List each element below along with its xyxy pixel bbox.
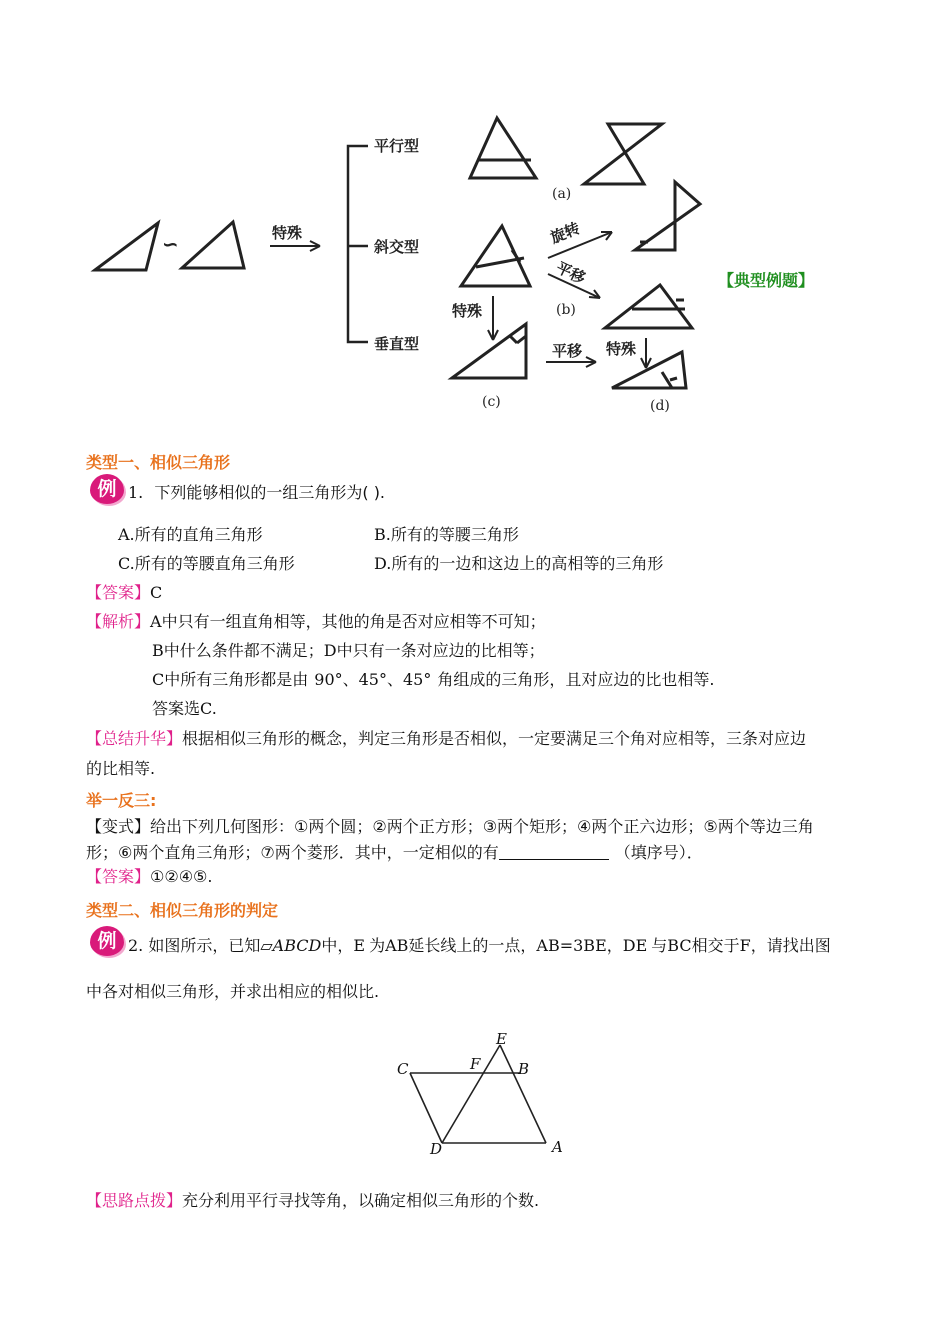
q-text: ，	[606, 936, 623, 955]
special-arrow-label: 特殊	[272, 224, 303, 242]
option-letter: B.	[374, 525, 391, 544]
analysis-conclusion	[152, 698, 217, 720]
typical-examples-heading: 【典型例题】	[718, 271, 815, 290]
variant-text-2a: 形；⑥两个直角三角形；⑦两个菱形．其中，一定相似的有	[86, 843, 499, 862]
summary-line-1	[86, 728, 806, 750]
example1-number: 1.	[128, 483, 144, 502]
conclusion-text: 答案选	[152, 699, 201, 718]
triangle-a-parallel	[470, 118, 536, 178]
branch-oblique-label: 斜交型	[374, 238, 420, 256]
base-triangle-right	[182, 222, 244, 268]
option-letter: D.	[374, 554, 392, 573]
q-text: 延长线上的一点，	[408, 936, 537, 955]
caption-c: (c)	[482, 394, 501, 410]
analysis-line-3	[152, 669, 714, 691]
summary-text: 根据相似三角形的概念，判定三角形是否相似，一定要满足三个角对应相等，三条对应边	[182, 729, 807, 748]
special-down-label: 特殊	[452, 302, 483, 320]
q-var: BC	[667, 936, 692, 955]
variant-text-2b: （填序号）．	[614, 843, 703, 862]
option-text: 所有的一边和这边上的高相等的三角形	[391, 554, 664, 573]
option-letter: A.	[118, 525, 135, 544]
q-text: 为	[369, 936, 386, 955]
parallelogram-figure	[380, 1025, 580, 1165]
rotate-label: 旋转	[547, 218, 583, 247]
q-var: E	[353, 936, 366, 955]
caption-d: (d)	[650, 398, 670, 414]
analysis-line-2	[152, 640, 545, 662]
fill-blank[interactable]	[499, 843, 609, 860]
branch-bracket	[348, 146, 368, 342]
variant-label: 【变式】	[86, 817, 151, 836]
branch-perpendicular-label: 垂直型	[374, 335, 420, 353]
analysis-text: 角组成的三角形，且对应边的比也相等.	[437, 670, 715, 689]
analysis-letter: A	[150, 612, 162, 631]
q-text: 与	[651, 936, 668, 955]
parallelogram-abcd: ▱ABCD	[260, 936, 322, 955]
branch-parallel-label: 平行型	[374, 137, 420, 155]
q-var: F	[739, 936, 751, 955]
analysis-label: 【解析】	[86, 612, 151, 631]
example1-badge: 例	[90, 474, 124, 504]
q-text: 相交于	[691, 936, 740, 955]
section2-title: 类型二、相似三角形的判定	[86, 901, 279, 920]
q-text: ，请找出图	[750, 936, 831, 955]
triangle-oblique	[461, 226, 530, 286]
caption-a: (a)	[552, 186, 572, 202]
option-a	[118, 524, 263, 546]
summary-label: 【总结升华】	[86, 729, 183, 748]
section1-title: 类型一、相似三角形	[86, 453, 231, 472]
caption-b: (b)	[556, 302, 576, 318]
label-d: D	[430, 1140, 443, 1158]
summary-line-2: 的比相等.	[86, 759, 156, 778]
analysis-angles: 90°、45°、45°	[314, 670, 432, 689]
example2-question-line-1	[128, 935, 831, 957]
hint-line	[86, 1190, 539, 1212]
variant-line-1	[86, 816, 814, 838]
hint-text: 充分利用平行寻找等角，以确定相似三角形的个数.	[182, 1191, 540, 1210]
special-label-2: 特殊	[606, 340, 637, 358]
q-var: DE	[622, 936, 648, 955]
option-text: 所有的直角三角形	[134, 525, 263, 544]
option-letter: C.	[118, 554, 135, 573]
option-d	[374, 553, 663, 575]
option-text: 所有的等腰三角形	[390, 525, 519, 544]
label-a: A	[552, 1138, 563, 1156]
analysis-text: 中只有一组直角相等，其他的角是否对应相等不可知；	[161, 612, 546, 631]
label-e: E	[496, 1030, 507, 1048]
option-b	[374, 524, 519, 546]
label-f: F	[470, 1055, 481, 1073]
segment-cd	[410, 1073, 442, 1143]
translate-label: 平移	[553, 258, 589, 288]
answer-label: 【答案】	[86, 583, 151, 602]
example2-question-line-2: 中各对相似三角形，并求出相应的相似比.	[86, 982, 380, 1001]
variant-text: 给出下列几何图形：①两个圆；②两个正方形；③两个矩形；④两个正六边形；⑤两个等边三角	[150, 817, 814, 836]
label-c: C	[397, 1060, 409, 1078]
hint-label: 【思路点拨】	[86, 1191, 183, 1210]
example1-question-text: 下列能够相似的一组三角形为( ).	[154, 483, 386, 502]
practice-heading: 举一反三:	[86, 791, 157, 810]
variant-line-2	[86, 842, 703, 864]
hourglass-rotated	[635, 182, 700, 250]
analysis-text: 中什么条件都不满足；	[163, 641, 324, 660]
similarity-types-diagram	[0, 0, 950, 430]
q-var: AB=3BE	[536, 936, 607, 955]
label-b: B	[518, 1060, 530, 1078]
answer-label: 【答案】	[86, 867, 151, 886]
answer-value: C	[150, 583, 163, 602]
triangle-b	[605, 285, 692, 328]
example1-question	[128, 482, 385, 504]
answer-value: ①②④⑤.	[150, 867, 213, 886]
option-c	[118, 553, 295, 575]
base-triangle-left	[95, 223, 158, 270]
conclusion-letter: C.	[200, 699, 217, 718]
analysis-text: 中所有三角形都是由	[164, 670, 309, 689]
analysis-line-1	[86, 611, 546, 633]
q-text: 中，	[321, 936, 354, 955]
q-text: 如图所示，已知	[148, 936, 261, 955]
hourglass-a	[584, 124, 662, 184]
answer-1	[86, 582, 162, 604]
translate-label-2: 平移	[552, 342, 583, 360]
example2-number: 2.	[128, 936, 144, 955]
analysis-letter: B	[152, 641, 164, 660]
option-text: 所有的等腰直角三角形	[134, 554, 295, 573]
practice-answer	[86, 866, 212, 888]
similar-symbol: ∽	[162, 232, 179, 256]
analysis-letter: C	[152, 670, 165, 689]
analysis-text: 中只有一条对应边的比相等；	[336, 641, 545, 660]
example2-badge: 例	[90, 926, 124, 956]
q-var: AB	[385, 936, 409, 955]
analysis-letter: D	[323, 641, 337, 660]
